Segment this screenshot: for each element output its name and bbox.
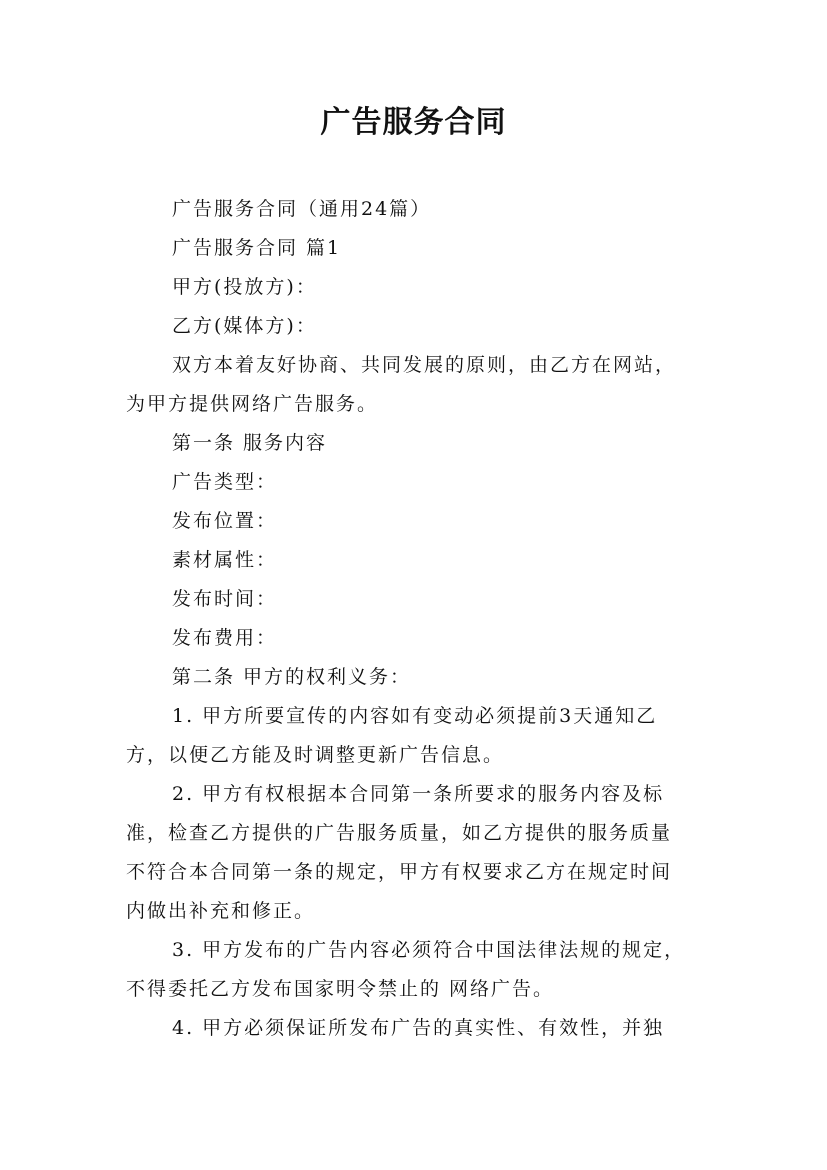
paragraph-line: 广告类型： bbox=[172, 471, 278, 493]
paragraph-line: 不得委托乙方发布国家明令禁止的 网络广告。 bbox=[126, 978, 555, 1000]
paragraph-line: 方，以便乙方能及时调整更新广告信息。 bbox=[126, 744, 505, 766]
paragraph-line: 第一条 服务内容 bbox=[172, 432, 328, 454]
paragraph-line: 1. 甲方所要宣传的内容如有变动必须提前3天通知乙 bbox=[172, 705, 658, 727]
paragraph-line: 双方本着友好协商、共同发展的原则，由乙方在网站， bbox=[172, 354, 677, 376]
paragraph-line: 2. 甲方有权根据本合同第一条所要求的服务内容及标 bbox=[172, 783, 665, 805]
document-body bbox=[126, 190, 716, 1048]
paragraph-line: 准，检查乙方提供的广告服务质量，如乙方提供的服务质量 bbox=[126, 822, 673, 844]
paragraph-line: 4. 甲方必须保证所发布广告的真实性、有效性，并独 bbox=[172, 1017, 665, 1039]
paragraph-line: 不符合本合同第一条的规定，甲方有权要求乙方在规定时间 bbox=[126, 861, 673, 883]
paragraph-line: 广告服务合同（通用24篇） bbox=[172, 198, 432, 220]
paragraph-line: 为甲方提供网络广告服务。 bbox=[126, 393, 379, 415]
paragraph-line: 素材属性： bbox=[172, 549, 278, 571]
paragraph-line: 第二条 甲方的权利义务： bbox=[172, 666, 412, 688]
paragraph-line: 3. 甲方发布的广告内容必须符合中国法律法规的规定， bbox=[172, 939, 686, 961]
paragraph-line: 广告服务合同 篇1 bbox=[172, 237, 342, 259]
document-title: 广告服务合同 bbox=[320, 105, 507, 140]
paragraph-line: 甲方(投放方)： bbox=[172, 276, 317, 298]
paragraph-line: 乙方(媒体方)： bbox=[172, 315, 317, 337]
paragraph-line: 发布时间： bbox=[172, 588, 278, 610]
paragraph-line: 内做出补充和修正。 bbox=[126, 900, 316, 922]
paragraph-line: 发布位置： bbox=[172, 510, 278, 532]
paragraph-line: 发布费用： bbox=[172, 627, 278, 649]
